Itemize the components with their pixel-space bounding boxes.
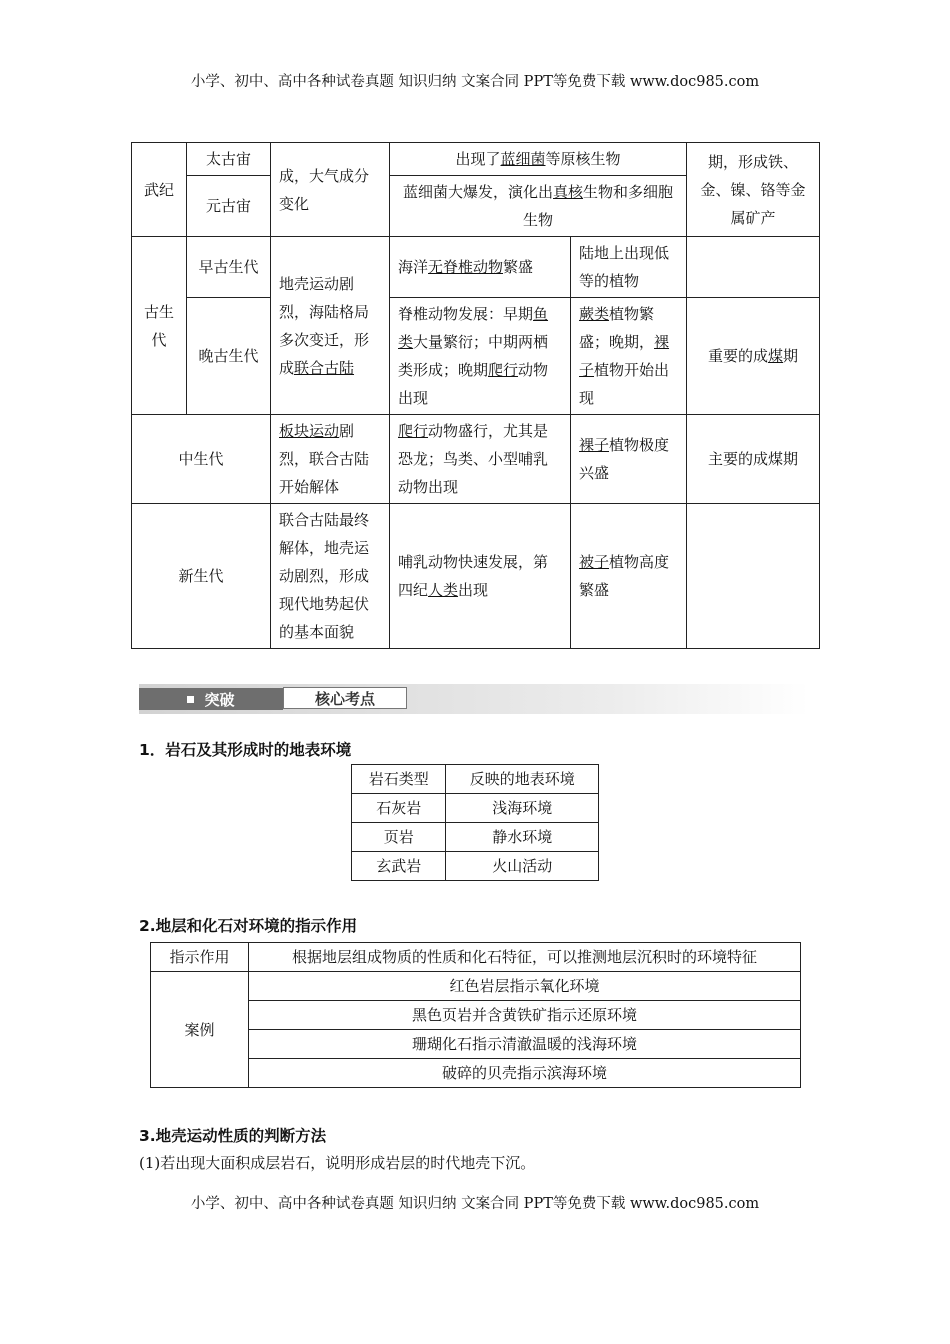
case-cell: 红色岩层指示氧化环境 — [249, 972, 801, 1001]
era-cell: 武纪 — [132, 143, 187, 237]
case-cell: 珊瑚化石指示清澈温暖的浅海环境 — [249, 1030, 801, 1059]
section-banner — [139, 684, 809, 714]
table-header: 反映的地表环境 — [446, 765, 599, 794]
section2-title: 2.地层和化石对环境的指示作用 — [139, 917, 358, 935]
table-cell: 浅海环境 — [446, 794, 599, 823]
section1-title: 1．岩石及其形成时的地表环境 — [139, 741, 352, 759]
mineral-cell: 期，形成铁、金、镍、铬等金属矿产 — [687, 143, 820, 237]
rock-environment-table — [351, 764, 599, 881]
table-cell: 页岩 — [352, 823, 446, 852]
mineral-cell — [687, 504, 820, 649]
table-cell: 玄武岩 — [352, 852, 446, 881]
env-cell: 联合古陆最终解体，地壳运动剧烈，形成现代地势起伏的基本面貌 — [271, 504, 390, 649]
table-cell: 火山活动 — [446, 852, 599, 881]
section3-title: 3.地壳运动性质的判断方法 — [139, 1127, 327, 1145]
plant-cell: 裸子植物极度兴盛 — [571, 415, 687, 504]
case-cell: 破碎的贝壳指示滨海环境 — [249, 1059, 801, 1088]
sub-era-cell: 晚古生代 — [187, 298, 271, 415]
bio-cell: 出现了蓝细菌等原核生物 — [390, 143, 687, 176]
bio-cell: 蓝细菌大爆发，演化出真核生物和多细胞生物 — [390, 176, 687, 237]
case-cell: 黑色页岩并含黄铁矿指示还原环境 — [249, 1001, 801, 1030]
table-cell: 根据地层组成物质的性质和化石特征，可以推测地层沉积时的环境特征 — [249, 943, 801, 972]
env-cell: 地壳运动剧烈，海陆格局多次变迁，形成联合古陆 — [271, 237, 390, 415]
env-cell: 成，大气成分变化 — [271, 143, 390, 237]
animal-cell: 脊椎动物发展：早期鱼类大量繁衍；中期两栖类形成；晚期爬行动物出现 — [390, 298, 571, 415]
era-cell: 古生代 — [132, 237, 187, 415]
era-cell: 中生代 — [132, 415, 271, 504]
era-cell: 新生代 — [132, 504, 271, 649]
mineral-cell — [687, 237, 820, 298]
env-cell: 板块运动剧烈，联合古陆开始解体 — [271, 415, 390, 504]
plant-cell: 陆地上出现低等的植物 — [571, 237, 687, 298]
table-cell: 石灰岩 — [352, 794, 446, 823]
banner-right: 核心考点 — [283, 687, 407, 709]
table-label: 指示作用 — [151, 943, 249, 972]
sub-era-cell: 太古宙 — [187, 143, 271, 176]
table-header: 岩石类型 — [352, 765, 446, 794]
table-label: 案例 — [151, 972, 249, 1088]
sub-era-cell: 早古生代 — [187, 237, 271, 298]
plant-cell: 蕨类植物繁盛；晚期，裸子植物开始出现 — [571, 298, 687, 415]
paragraph: (1)若出现大面积成层岩石，说明形成岩层的时代地壳下沉。 — [139, 1154, 536, 1172]
animal-cell: 爬行动物盛行，尤其是恐龙；鸟类、小型哺乳动物出现 — [390, 415, 571, 504]
geologic-era-table — [131, 142, 820, 649]
mineral-cell: 重要的成煤期 — [687, 298, 820, 415]
plant-cell: 被子植物高度繁盛 — [571, 504, 687, 649]
banner-left: 突破 — [139, 688, 283, 710]
animal-cell: 海洋无脊椎动物繁盛 — [390, 237, 571, 298]
page-footer: 小学、初中、高中各种试卷真题 知识归纳 文案合同 PPT等免费下载 www.doc985.com — [190, 1196, 760, 1212]
sub-era-cell: 元古宙 — [187, 176, 271, 237]
page-header: 小学、初中、高中各种试卷真题 知识归纳 文案合同 PPT等免费下载 www.doc985.com — [190, 74, 760, 90]
strata-indication-table — [150, 942, 801, 1088]
square-bullet-icon — [187, 696, 194, 703]
mineral-cell: 主要的成煤期 — [687, 415, 820, 504]
table-cell: 静水环境 — [446, 823, 599, 852]
animal-cell: 哺乳动物快速发展，第四纪人类出现 — [390, 504, 571, 649]
